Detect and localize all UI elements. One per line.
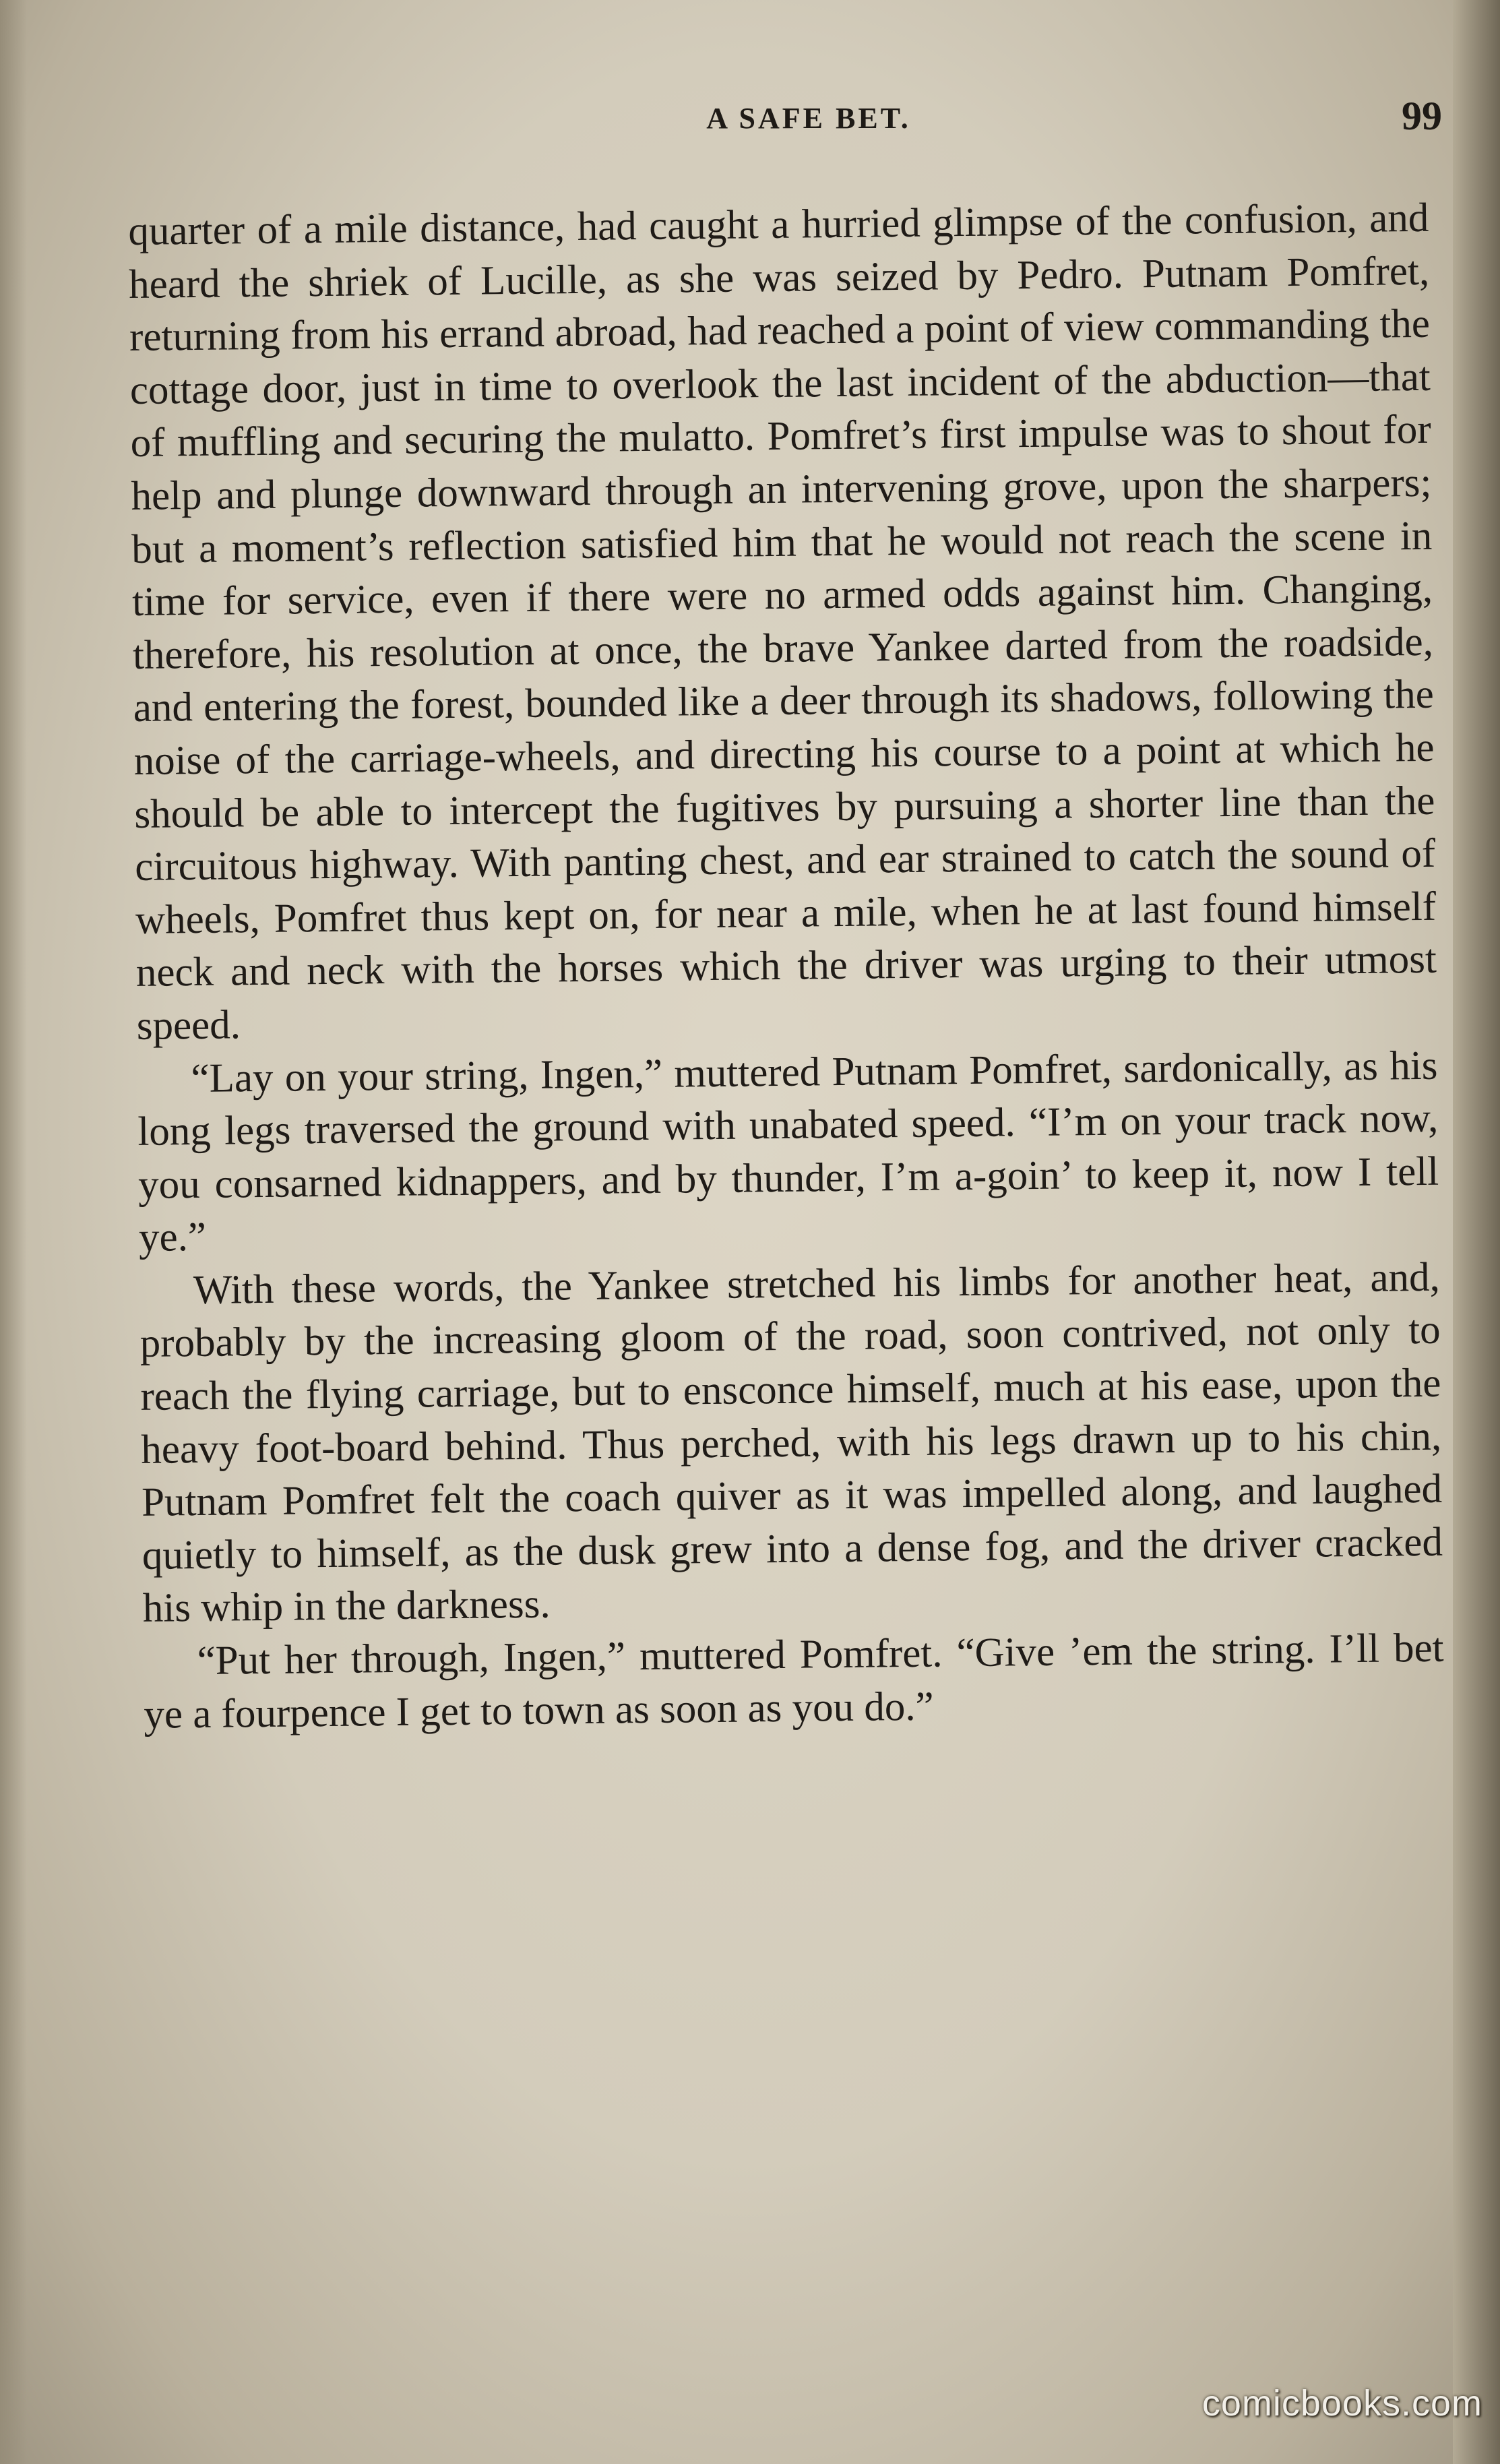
body-text bbox=[128, 192, 1445, 1742]
page-spine-edge bbox=[1453, 0, 1500, 2464]
running-head: A SAFE BET. bbox=[706, 102, 911, 135]
paragraph: quarter of a mile distance, had caught a hurried glimpse of the confusion, and heard the shriek of Lucille, as she was seized by Pedro. Putnam Pomfret, returning from his errand abroad, had reached a point of view commanding the cottage door, just in time to overlook the last incident of the abduction—that of muffling and securing the mulatto. Pomfret’s first impulse was to shout for help and plunge downward through an intervening grove, upon the sharpers; but a moment’s reflection satisfied him that he would not reach the scene in time for service, even if there were no armed odds against him. Changing, therefore, his resolution at once, the brave Yankee darted from the roadside, and entering the forest, bounded like a deer through its shadows, following the noise of the carriage-wheels, and directing his course to a point at which he should be able to intercept the fugitives by pursuing a shorter line than the circuitous highway. With panting chest, and ear strained to catch the sound of wheels, Pomfret thus kept on, for near a mile, when he at last found himself neck and neck with the horses which the driver was urging to their utmost speed. bbox=[128, 195, 1437, 1049]
paragraph: “Put her through, Ingen,” muttered Pomfret. “Give ’em the string. I’ll bet ye a fourpence I get to town as soon as you do.” bbox=[144, 1625, 1444, 1737]
paragraph: With these words, the Yankee stretched his limbs for another heat, and, probably by the increasing gloom of the road, soon contrived, not only to reach the flying carriage, but to ensconce himself, much at his ease, upon the heavy foot-board behind. Thus perched, with his legs drawn up to his chin, Putnam Pomfret felt the coach quiver as it was impelled along, and laughed quietly to himself, as the dusk grew into a dense fog, and the driver cracked his whip in the darkness. bbox=[139, 1254, 1443, 1632]
paragraph: “Lay on your string, Ingen,” muttered Putnam Pomfret, sardonically, as his long legs traversed the ground with unabated speed. “I’m on your track now, you consarned kidnappers, and by thunder, I’m a-goin’ to keep it, now I tell ye.” bbox=[137, 1043, 1439, 1261]
page-number: 99 bbox=[1402, 94, 1442, 138]
page-left-edge bbox=[0, 0, 27, 2464]
watermark: comicbooks.com bbox=[1201, 2383, 1482, 2424]
